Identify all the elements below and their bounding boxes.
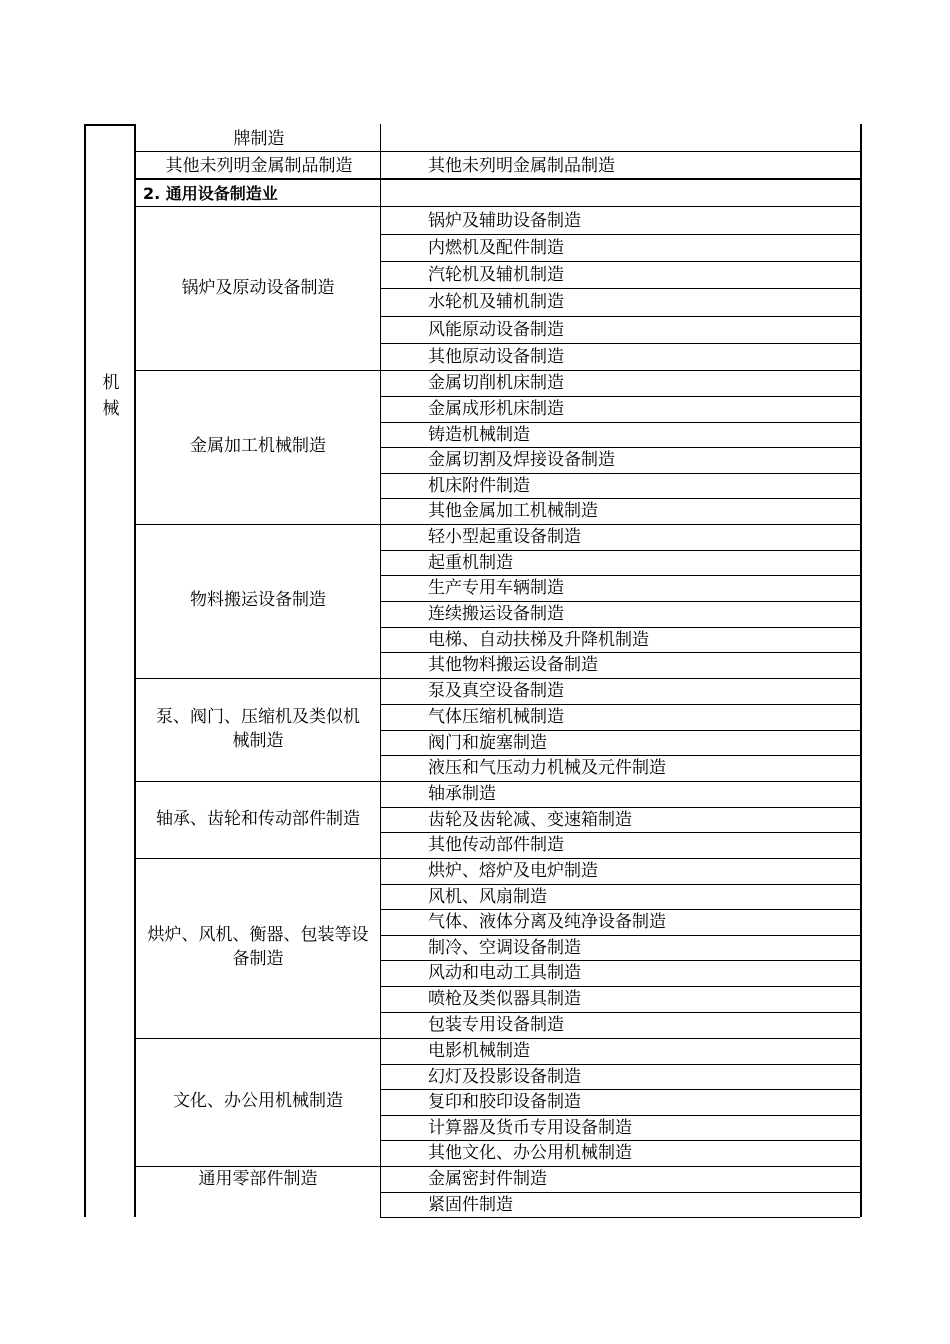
item-row-rule <box>381 1064 860 1065</box>
item-row-rule <box>381 652 860 653</box>
item-cell: 包装专用设备制造 <box>428 1015 564 1035</box>
group-name: 金属加工机械制造 <box>190 436 326 456</box>
section-header: 2. 通用设备制造业 <box>143 184 278 203</box>
group-bottom-rule <box>136 781 860 782</box>
group-bottom-rule <box>136 678 860 679</box>
item-cell: 计算器及货币专用设备制造 <box>428 1118 632 1138</box>
item-row-rule <box>381 234 860 235</box>
group-column-rule <box>380 1038 381 1167</box>
item-cell: 汽轮机及辅机制造 <box>428 265 564 285</box>
item-cell: 生产专用车辆制造 <box>428 578 564 598</box>
item-row-rule <box>381 1115 860 1116</box>
item-row-rule <box>381 755 860 756</box>
item-cell: 金属密封件制造 <box>428 1169 547 1189</box>
item-row-rule <box>381 986 860 987</box>
group-name: 泵、阀门、压缩机及类似机 <box>156 707 360 727</box>
item-cell: 其他金属加工机械制造 <box>428 501 598 521</box>
item-cell: 液压和气压动力机械及元件制造 <box>428 758 666 778</box>
item-row-rule <box>381 832 860 833</box>
group-bottom-rule <box>136 858 860 859</box>
outer-right-rule <box>860 124 862 1217</box>
item-cell: 喷枪及类似器具制造 <box>428 989 581 1009</box>
item-cell: 其他物料搬运设备制造 <box>428 655 598 675</box>
group-column-rule <box>380 781 381 859</box>
item-cell: 金属成形机床制造 <box>428 399 564 419</box>
item-row-rule <box>381 396 860 397</box>
section-bottom-rule <box>136 206 860 207</box>
item-row-rule <box>381 704 860 705</box>
item-row-rule <box>381 316 860 317</box>
item-row-rule <box>381 447 860 448</box>
group-name: 轴承、齿轮和传动部件制造 <box>156 809 360 829</box>
item-cell: 其他文化、办公用机械制造 <box>428 1143 632 1163</box>
item-cell: 风能原动设备制造 <box>428 320 564 340</box>
item-cell: 齿轮及齿轮减、变速箱制造 <box>428 810 632 830</box>
outer-left-rule <box>84 124 86 1217</box>
item-row-rule <box>381 1192 860 1193</box>
item-row-rule <box>381 575 860 576</box>
group-name: 械制造 <box>232 731 284 751</box>
item-row-rule <box>381 343 860 344</box>
item-row-rule <box>381 935 860 936</box>
item-row-rule <box>381 550 860 551</box>
row-subcategory: 其他未列明金属制品制造 <box>165 156 353 176</box>
item-row-rule <box>381 884 860 885</box>
group-bottom-rule <box>136 1038 860 1039</box>
item-cell: 气体、液体分离及纯净设备制造 <box>428 912 666 932</box>
group-bottom-rule <box>136 370 860 371</box>
item-row-rule <box>381 960 860 961</box>
group-name: 烘炉、风机、衡器、包装等设 <box>147 925 369 945</box>
item-cell: 烘炉、熔炉及电炉制造 <box>428 861 598 881</box>
item-row-rule <box>381 261 860 262</box>
item-cell: 机床附件制造 <box>428 476 530 496</box>
item-cell: 连续搬运设备制造 <box>428 604 564 624</box>
group-name: 文化、办公用机械制造 <box>173 1091 343 1111</box>
item-cell: 起重机制造 <box>428 553 513 573</box>
item-cell: 紧固件制造 <box>428 1195 513 1215</box>
item-row-rule <box>381 1089 860 1090</box>
row-item: 其他未列明金属制品制造 <box>428 156 615 176</box>
item-row-rule <box>381 288 860 289</box>
item-cell: 金属切削机床制造 <box>428 373 564 393</box>
item-cell: 气体压缩机械制造 <box>428 707 564 727</box>
group-bottom-rule <box>136 1166 860 1167</box>
row-rule <box>136 151 860 152</box>
item-row-rule <box>381 909 860 910</box>
item-cell: 制冷、空调设备制造 <box>428 938 581 958</box>
group-bottom-rule <box>136 524 860 525</box>
item-cell: 金属切割及焊接设备制造 <box>428 450 615 470</box>
item-row-rule <box>381 473 860 474</box>
item-cell: 复印和胶印设备制造 <box>428 1092 581 1112</box>
group-name: 锅炉及原动设备制造 <box>181 278 335 298</box>
item-row-rule <box>381 730 860 731</box>
item-cell: 电梯、自动扶梯及升降机制造 <box>428 630 649 650</box>
corner-top-rule <box>84 124 136 126</box>
item-cell: 轻小型起重设备制造 <box>428 527 581 547</box>
item-row-rule <box>381 422 860 423</box>
item-cell: 水轮机及辅机制造 <box>428 292 564 312</box>
item-cell: 风动和电动工具制造 <box>428 963 581 983</box>
item-row-rule <box>381 1140 860 1141</box>
group-name: 物料搬运设备制造 <box>190 590 326 610</box>
item-row-rule <box>381 627 860 628</box>
item-cell: 锅炉及辅助设备制造 <box>428 211 581 231</box>
item-cell: 风机、风扇制造 <box>428 887 547 907</box>
top-column-rule <box>380 124 381 207</box>
item-row-rule <box>381 1012 860 1013</box>
item-cell: 铸造机械制造 <box>428 425 530 445</box>
item-row-rule <box>381 601 860 602</box>
group-name: 备制造 <box>232 949 284 969</box>
row-subcategory: 牌制造 <box>233 129 285 149</box>
item-cell: 内燃机及配件制造 <box>428 238 564 258</box>
group-name: 通用零部件制造 <box>198 1169 318 1189</box>
item-cell: 电影机械制造 <box>428 1041 530 1061</box>
section-top-rule <box>136 178 862 180</box>
item-cell: 阀门和旋塞制造 <box>428 733 547 753</box>
item-row-rule <box>381 807 860 808</box>
item-row-rule <box>381 1217 860 1218</box>
category-label-char-1: 机 <box>102 373 120 393</box>
category-label-char-2: 械 <box>102 399 120 419</box>
item-cell: 其他传动部件制造 <box>428 835 564 855</box>
item-cell: 轴承制造 <box>428 784 496 804</box>
item-cell: 泵及真空设备制造 <box>428 681 564 701</box>
item-cell: 其他原动设备制造 <box>428 347 564 367</box>
item-cell: 幻灯及投影设备制造 <box>428 1067 581 1087</box>
item-row-rule <box>381 498 860 499</box>
group-column-rule <box>380 207 381 371</box>
